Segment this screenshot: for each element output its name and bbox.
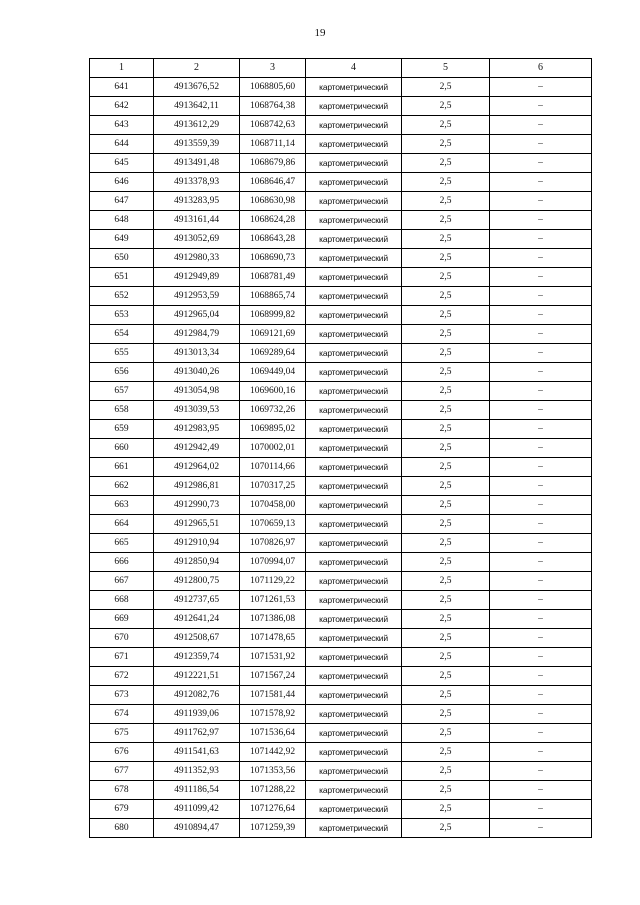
method-cell: картометрический xyxy=(306,629,402,648)
x-coordinate-cell: 4911541,63 xyxy=(154,743,240,762)
point-number-cell: 650 xyxy=(90,249,154,268)
table-header xyxy=(90,59,592,78)
x-coordinate-cell: 4913559,39 xyxy=(154,135,240,154)
y-coordinate-cell: 1069449,04 xyxy=(240,363,306,382)
point-number-cell: 661 xyxy=(90,458,154,477)
x-coordinate-cell: 4912800,75 xyxy=(154,572,240,591)
x-coordinate-cell: 4911186,54 xyxy=(154,781,240,800)
y-coordinate-cell: 1070826,97 xyxy=(240,534,306,553)
description-cell: – xyxy=(490,363,592,382)
description-cell: – xyxy=(490,724,592,743)
table-row xyxy=(90,363,592,382)
description-cell: – xyxy=(490,553,592,572)
point-number-cell: 673 xyxy=(90,686,154,705)
table-row xyxy=(90,173,592,192)
description-cell: – xyxy=(490,686,592,705)
point-number-cell: 665 xyxy=(90,534,154,553)
description-cell: – xyxy=(490,344,592,363)
method-cell: картометрический xyxy=(306,686,402,705)
method-cell: картометрический xyxy=(306,534,402,553)
column-header-method: 4 xyxy=(306,59,402,78)
description-cell: – xyxy=(490,325,592,344)
accuracy-cell: 2,5 xyxy=(402,287,490,306)
method-cell: картометрический xyxy=(306,572,402,591)
point-number-cell: 651 xyxy=(90,268,154,287)
x-coordinate-cell: 4912641,24 xyxy=(154,610,240,629)
table-row xyxy=(90,192,592,211)
x-coordinate-cell: 4913039,53 xyxy=(154,401,240,420)
description-cell: – xyxy=(490,781,592,800)
column-header-accuracy: 5 xyxy=(402,59,490,78)
accuracy-cell: 2,5 xyxy=(402,686,490,705)
table-row xyxy=(90,800,592,819)
x-coordinate-cell: 4912953,59 xyxy=(154,287,240,306)
point-number-cell: 671 xyxy=(90,648,154,667)
description-cell: – xyxy=(490,458,592,477)
x-coordinate-cell: 4912965,04 xyxy=(154,306,240,325)
method-cell: картометрический xyxy=(306,819,402,838)
y-coordinate-cell: 1068624,28 xyxy=(240,211,306,230)
accuracy-cell: 2,5 xyxy=(402,629,490,648)
x-coordinate-cell: 4912949,89 xyxy=(154,268,240,287)
accuracy-cell: 2,5 xyxy=(402,572,490,591)
point-number-cell: 669 xyxy=(90,610,154,629)
accuracy-cell: 2,5 xyxy=(402,230,490,249)
x-coordinate-cell: 4913283,95 xyxy=(154,192,240,211)
description-cell: – xyxy=(490,287,592,306)
method-cell: картометрический xyxy=(306,458,402,477)
point-number-cell: 656 xyxy=(90,363,154,382)
table-row xyxy=(90,135,592,154)
accuracy-cell: 2,5 xyxy=(402,553,490,572)
table-row xyxy=(90,686,592,705)
method-cell: картометрический xyxy=(306,553,402,572)
x-coordinate-cell: 4913040,26 xyxy=(154,363,240,382)
point-number-cell: 655 xyxy=(90,344,154,363)
description-cell: – xyxy=(490,306,592,325)
header-row xyxy=(90,59,592,78)
accuracy-cell: 2,5 xyxy=(402,724,490,743)
method-cell: картометрический xyxy=(306,610,402,629)
x-coordinate-cell: 4911939,06 xyxy=(154,705,240,724)
description-cell: – xyxy=(490,154,592,173)
description-cell: – xyxy=(490,591,592,610)
y-coordinate-cell: 1069600,16 xyxy=(240,382,306,401)
description-cell: – xyxy=(490,173,592,192)
accuracy-cell: 2,5 xyxy=(402,591,490,610)
method-cell: картометрический xyxy=(306,154,402,173)
method-cell: картометрический xyxy=(306,591,402,610)
table-row xyxy=(90,781,592,800)
accuracy-cell: 2,5 xyxy=(402,420,490,439)
description-cell: – xyxy=(490,382,592,401)
y-coordinate-cell: 1068690,73 xyxy=(240,249,306,268)
table-row xyxy=(90,78,592,97)
x-coordinate-cell: 4912359,74 xyxy=(154,648,240,667)
column-header-x-coordinate: 2 xyxy=(154,59,240,78)
table-row xyxy=(90,553,592,572)
y-coordinate-cell: 1071129,22 xyxy=(240,572,306,591)
table-row xyxy=(90,116,592,135)
accuracy-cell: 2,5 xyxy=(402,458,490,477)
point-number-cell: 642 xyxy=(90,97,154,116)
x-coordinate-cell: 4912965,51 xyxy=(154,515,240,534)
method-cell: картометрический xyxy=(306,705,402,724)
method-cell: картометрический xyxy=(306,249,402,268)
table-row xyxy=(90,705,592,724)
description-cell: – xyxy=(490,439,592,458)
point-number-cell: 660 xyxy=(90,439,154,458)
y-coordinate-cell: 1071353,56 xyxy=(240,762,306,781)
method-cell: картометрический xyxy=(306,401,402,420)
y-coordinate-cell: 1068630,98 xyxy=(240,192,306,211)
table-row xyxy=(90,534,592,553)
point-number-cell: 667 xyxy=(90,572,154,591)
x-coordinate-cell: 4913612,29 xyxy=(154,116,240,135)
method-cell: картометрический xyxy=(306,135,402,154)
accuracy-cell: 2,5 xyxy=(402,819,490,838)
point-number-cell: 677 xyxy=(90,762,154,781)
accuracy-cell: 2,5 xyxy=(402,192,490,211)
page-number: 19 xyxy=(314,27,326,39)
y-coordinate-cell: 1070994,07 xyxy=(240,553,306,572)
method-cell: картометрический xyxy=(306,325,402,344)
method-cell: картометрический xyxy=(306,78,402,97)
accuracy-cell: 2,5 xyxy=(402,648,490,667)
y-coordinate-cell: 1068999,82 xyxy=(240,306,306,325)
accuracy-cell: 2,5 xyxy=(402,382,490,401)
point-number-cell: 663 xyxy=(90,496,154,515)
method-cell: картометрический xyxy=(306,97,402,116)
y-coordinate-cell: 1069289,64 xyxy=(240,344,306,363)
table-row xyxy=(90,515,592,534)
method-cell: картометрический xyxy=(306,173,402,192)
x-coordinate-cell: 4912082,76 xyxy=(154,686,240,705)
x-coordinate-cell: 4913052,69 xyxy=(154,230,240,249)
y-coordinate-cell: 1071536,64 xyxy=(240,724,306,743)
description-cell: – xyxy=(490,268,592,287)
x-coordinate-cell: 4913013,34 xyxy=(154,344,240,363)
point-number-cell: 646 xyxy=(90,173,154,192)
method-cell: картометрический xyxy=(306,800,402,819)
x-coordinate-cell: 4912983,95 xyxy=(154,420,240,439)
table-row xyxy=(90,287,592,306)
table-row xyxy=(90,439,592,458)
point-number-cell: 654 xyxy=(90,325,154,344)
description-cell: – xyxy=(490,743,592,762)
x-coordinate-cell: 4913378,93 xyxy=(154,173,240,192)
y-coordinate-cell: 1070114,66 xyxy=(240,458,306,477)
point-number-cell: 668 xyxy=(90,591,154,610)
y-coordinate-cell: 1070659,13 xyxy=(240,515,306,534)
method-cell: картометрический xyxy=(306,781,402,800)
x-coordinate-cell: 4913054,98 xyxy=(154,382,240,401)
y-coordinate-cell: 1068805,60 xyxy=(240,78,306,97)
point-number-cell: 676 xyxy=(90,743,154,762)
accuracy-cell: 2,5 xyxy=(402,211,490,230)
y-coordinate-cell: 1069121,69 xyxy=(240,325,306,344)
accuracy-cell: 2,5 xyxy=(402,363,490,382)
accuracy-cell: 2,5 xyxy=(402,344,490,363)
point-number-cell: 657 xyxy=(90,382,154,401)
y-coordinate-cell: 1068643,28 xyxy=(240,230,306,249)
accuracy-cell: 2,5 xyxy=(402,496,490,515)
point-number-cell: 649 xyxy=(90,230,154,249)
point-number-cell: 662 xyxy=(90,477,154,496)
y-coordinate-cell: 1071261,53 xyxy=(240,591,306,610)
point-number-cell: 644 xyxy=(90,135,154,154)
accuracy-cell: 2,5 xyxy=(402,477,490,496)
accuracy-cell: 2,5 xyxy=(402,173,490,192)
x-coordinate-cell: 4912990,73 xyxy=(154,496,240,515)
table-row xyxy=(90,230,592,249)
y-coordinate-cell: 1070317,25 xyxy=(240,477,306,496)
point-number-cell: 674 xyxy=(90,705,154,724)
description-cell: – xyxy=(490,116,592,135)
y-coordinate-cell: 1068781,49 xyxy=(240,268,306,287)
description-cell: – xyxy=(490,211,592,230)
method-cell: картометрический xyxy=(306,211,402,230)
table-row xyxy=(90,629,592,648)
table-row xyxy=(90,325,592,344)
x-coordinate-cell: 4913676,52 xyxy=(154,78,240,97)
point-number-cell: 653 xyxy=(90,306,154,325)
description-cell: – xyxy=(490,819,592,838)
x-coordinate-cell: 4913161,44 xyxy=(154,211,240,230)
description-cell: – xyxy=(490,762,592,781)
x-coordinate-cell: 4910894,47 xyxy=(154,819,240,838)
method-cell: картометрический xyxy=(306,116,402,135)
point-number-cell: 680 xyxy=(90,819,154,838)
x-coordinate-cell: 4912980,33 xyxy=(154,249,240,268)
x-coordinate-cell: 4912942,49 xyxy=(154,439,240,458)
point-number-cell: 664 xyxy=(90,515,154,534)
accuracy-cell: 2,5 xyxy=(402,515,490,534)
accuracy-cell: 2,5 xyxy=(402,401,490,420)
accuracy-cell: 2,5 xyxy=(402,116,490,135)
point-number-cell: 679 xyxy=(90,800,154,819)
y-coordinate-cell: 1071276,64 xyxy=(240,800,306,819)
y-coordinate-cell: 1070458,00 xyxy=(240,496,306,515)
x-coordinate-cell: 4911762,97 xyxy=(154,724,240,743)
method-cell: картометрический xyxy=(306,743,402,762)
table-row xyxy=(90,154,592,173)
description-cell: – xyxy=(490,97,592,116)
accuracy-cell: 2,5 xyxy=(402,439,490,458)
accuracy-cell: 2,5 xyxy=(402,249,490,268)
description-cell: – xyxy=(490,192,592,211)
accuracy-cell: 2,5 xyxy=(402,154,490,173)
description-cell: – xyxy=(490,572,592,591)
table-row xyxy=(90,496,592,515)
description-cell: – xyxy=(490,78,592,97)
method-cell: картометрический xyxy=(306,648,402,667)
description-cell: – xyxy=(490,477,592,496)
accuracy-cell: 2,5 xyxy=(402,534,490,553)
method-cell: картометрический xyxy=(306,306,402,325)
x-coordinate-cell: 4911099,42 xyxy=(154,800,240,819)
y-coordinate-cell: 1069732,26 xyxy=(240,401,306,420)
y-coordinate-cell: 1068679,86 xyxy=(240,154,306,173)
x-coordinate-cell: 4912508,67 xyxy=(154,629,240,648)
point-number-cell: 672 xyxy=(90,667,154,686)
method-cell: картометрический xyxy=(306,382,402,401)
x-coordinate-cell: 4911352,93 xyxy=(154,762,240,781)
method-cell: картометрический xyxy=(306,667,402,686)
y-coordinate-cell: 1068646,47 xyxy=(240,173,306,192)
table-row xyxy=(90,401,592,420)
x-coordinate-cell: 4912986,81 xyxy=(154,477,240,496)
accuracy-cell: 2,5 xyxy=(402,705,490,724)
description-cell: – xyxy=(490,249,592,268)
description-cell: – xyxy=(490,705,592,724)
table-row xyxy=(90,591,592,610)
y-coordinate-cell: 1068865,74 xyxy=(240,287,306,306)
point-number-cell: 675 xyxy=(90,724,154,743)
accuracy-cell: 2,5 xyxy=(402,97,490,116)
accuracy-cell: 2,5 xyxy=(402,781,490,800)
table-row xyxy=(90,458,592,477)
column-header-point-number: 1 xyxy=(90,59,154,78)
x-coordinate-cell: 4912221,51 xyxy=(154,667,240,686)
accuracy-cell: 2,5 xyxy=(402,610,490,629)
accuracy-cell: 2,5 xyxy=(402,762,490,781)
description-cell: – xyxy=(490,515,592,534)
table-row xyxy=(90,382,592,401)
point-number-cell: 666 xyxy=(90,553,154,572)
table-body xyxy=(90,78,592,838)
accuracy-cell: 2,5 xyxy=(402,135,490,154)
description-cell: – xyxy=(490,667,592,686)
point-number-cell: 648 xyxy=(90,211,154,230)
method-cell: картометрический xyxy=(306,515,402,534)
table-row xyxy=(90,572,592,591)
description-cell: – xyxy=(490,230,592,249)
table-row xyxy=(90,344,592,363)
table-row xyxy=(90,743,592,762)
column-header-y-coordinate: 3 xyxy=(240,59,306,78)
accuracy-cell: 2,5 xyxy=(402,667,490,686)
x-coordinate-cell: 4912910,94 xyxy=(154,534,240,553)
method-cell: картометрический xyxy=(306,762,402,781)
point-number-cell: 659 xyxy=(90,420,154,439)
accuracy-cell: 2,5 xyxy=(402,325,490,344)
table-row xyxy=(90,268,592,287)
table-row xyxy=(90,306,592,325)
y-coordinate-cell: 1071531,92 xyxy=(240,648,306,667)
accuracy-cell: 2,5 xyxy=(402,268,490,287)
coordinates-table xyxy=(89,58,592,838)
method-cell: картометрический xyxy=(306,344,402,363)
method-cell: картометрический xyxy=(306,420,402,439)
description-cell: – xyxy=(490,610,592,629)
method-cell: картометрический xyxy=(306,724,402,743)
y-coordinate-cell: 1071259,39 xyxy=(240,819,306,838)
y-coordinate-cell: 1071288,22 xyxy=(240,781,306,800)
point-number-cell: 645 xyxy=(90,154,154,173)
y-coordinate-cell: 1068742,63 xyxy=(240,116,306,135)
table-row xyxy=(90,97,592,116)
method-cell: картометрический xyxy=(306,477,402,496)
table-row xyxy=(90,420,592,439)
y-coordinate-cell: 1071386,08 xyxy=(240,610,306,629)
x-coordinate-cell: 4912984,79 xyxy=(154,325,240,344)
accuracy-cell: 2,5 xyxy=(402,800,490,819)
table-row xyxy=(90,667,592,686)
y-coordinate-cell: 1071578,92 xyxy=(240,705,306,724)
method-cell: картометрический xyxy=(306,439,402,458)
table-row xyxy=(90,762,592,781)
point-number-cell: 652 xyxy=(90,287,154,306)
x-coordinate-cell: 4912964,02 xyxy=(154,458,240,477)
accuracy-cell: 2,5 xyxy=(402,78,490,97)
column-header-description: 6 xyxy=(490,59,592,78)
y-coordinate-cell: 1071581,44 xyxy=(240,686,306,705)
point-number-cell: 641 xyxy=(90,78,154,97)
y-coordinate-cell: 1070002,01 xyxy=(240,439,306,458)
description-cell: – xyxy=(490,401,592,420)
description-cell: – xyxy=(490,135,592,154)
y-coordinate-cell: 1068711,14 xyxy=(240,135,306,154)
accuracy-cell: 2,5 xyxy=(402,743,490,762)
method-cell: картометрический xyxy=(306,192,402,211)
description-cell: – xyxy=(490,496,592,515)
method-cell: картометрический xyxy=(306,496,402,515)
y-coordinate-cell: 1068764,38 xyxy=(240,97,306,116)
method-cell: картометрический xyxy=(306,287,402,306)
description-cell: – xyxy=(490,534,592,553)
description-cell: – xyxy=(490,648,592,667)
point-number-cell: 658 xyxy=(90,401,154,420)
table-row xyxy=(90,648,592,667)
point-number-cell: 643 xyxy=(90,116,154,135)
description-cell: – xyxy=(490,629,592,648)
y-coordinate-cell: 1071442,92 xyxy=(240,743,306,762)
method-cell: картометрический xyxy=(306,230,402,249)
x-coordinate-cell: 4912850,94 xyxy=(154,553,240,572)
y-coordinate-cell: 1071567,24 xyxy=(240,667,306,686)
table-row xyxy=(90,610,592,629)
x-coordinate-cell: 4913491,48 xyxy=(154,154,240,173)
method-cell: картометрический xyxy=(306,268,402,287)
table-row xyxy=(90,477,592,496)
table-row xyxy=(90,249,592,268)
point-number-cell: 678 xyxy=(90,781,154,800)
method-cell: картометрический xyxy=(306,363,402,382)
table-row xyxy=(90,724,592,743)
table-row xyxy=(90,819,592,838)
x-coordinate-cell: 4912737,65 xyxy=(154,591,240,610)
description-cell: – xyxy=(490,800,592,819)
table-row xyxy=(90,211,592,230)
point-number-cell: 670 xyxy=(90,629,154,648)
description-cell: – xyxy=(490,420,592,439)
y-coordinate-cell: 1069895,02 xyxy=(240,420,306,439)
accuracy-cell: 2,5 xyxy=(402,306,490,325)
point-number-cell: 647 xyxy=(90,192,154,211)
x-coordinate-cell: 4913642,11 xyxy=(154,97,240,116)
y-coordinate-cell: 1071478,65 xyxy=(240,629,306,648)
